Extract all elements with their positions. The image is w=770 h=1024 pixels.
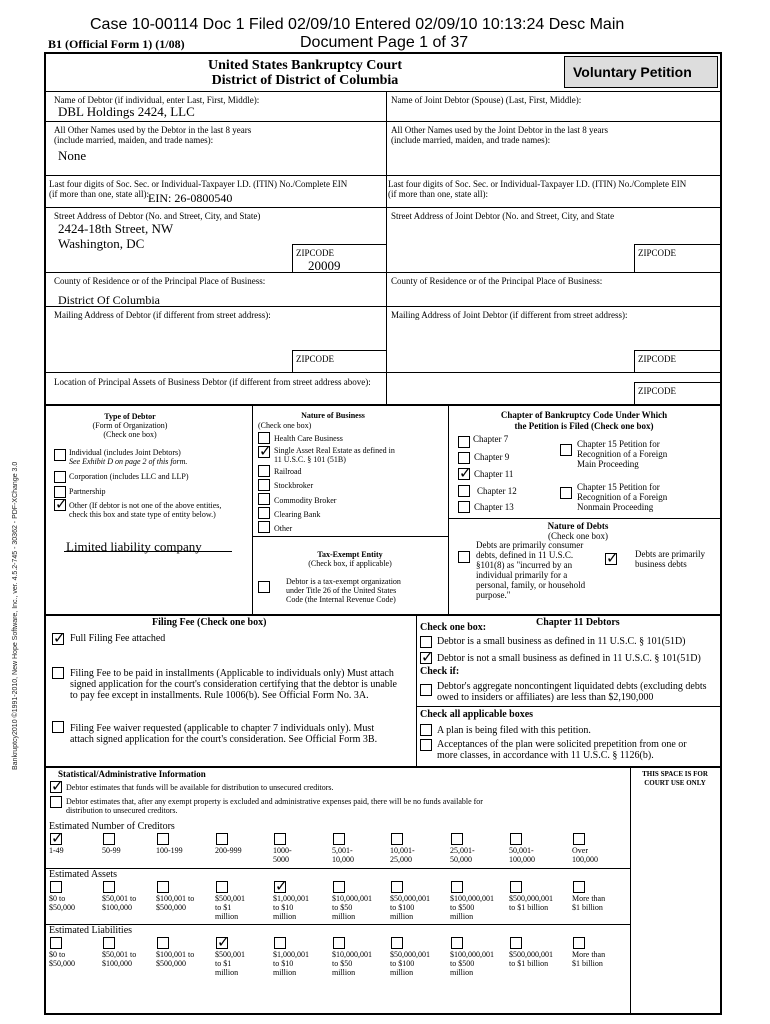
commodity-checkbox[interactable] [258,493,270,505]
creditors-checkbox-9[interactable] [573,833,585,845]
creditors-label-7: 25,001- 50,000 [450,846,475,864]
street-label: Street Address of Debtor (No. and Street, City, and State) [54,211,261,221]
creditors-label-0: 1-49 [49,846,64,855]
divider [46,766,720,768]
assets-label: Estimated Assets [49,869,118,880]
corporation-label: Corporation (includes LLC and LLP) [69,472,189,481]
nature-of-business-header: Nature of Business [301,411,365,420]
small-business-label: Debtor is a small business as defined in 11 U.S.C. § 101(51D) [437,636,686,647]
assets-checkbox-0[interactable] [50,881,62,893]
other-entity-label: Other (If debtor is not one of the above entities, check this box and state type of entity below.) [69,501,222,519]
creditors-checkbox-2[interactable] [157,833,169,845]
ch11-debtors-header: Chapter 11 Debtors [536,617,620,628]
liabilities-label-7: $100,000,001 to $500 million [450,950,494,977]
county-label: County of Residence or of the Principal Place of Business: [54,276,266,286]
creditors-checkbox-7[interactable] [451,833,463,845]
other-entity-value[interactable]: Limited liability company [66,539,202,554]
petition-title: Voluntary Petition [573,64,692,80]
chapter-12-label: Chapter 12 [477,486,517,496]
liabilities-checkbox-0[interactable] [50,937,62,949]
creditors-label-9: Over 100,000 [572,846,598,864]
joint-mailing-label: Mailing Address of Joint Debtor (if different from street address): [391,310,628,320]
liabilities-checkbox-3[interactable] [216,937,228,949]
liabilities-label-9: More than $1 billion [572,950,606,968]
liabilities-label-0: $0 to $50,000 [49,950,75,968]
joint-street-label: Street Address of Joint Debtor (No. and Street, City, and State [391,211,615,221]
divider [252,406,253,614]
creditors-label-3: 200-999 [215,846,242,855]
liabilities-label-8: $500,000,001 to $1 billion [509,950,553,968]
county-value[interactable]: District Of Columbia [58,293,160,307]
creditors-label-8: 50,001- 100,000 [509,846,535,864]
case-line: Case 10-00114 Doc 1 Filed 02/09/10 Entered 02/09/10 10:13:24 Desc Main [90,16,625,33]
divider [448,406,449,614]
type-of-debtor-header: Type of Debtor (Form of Organization) (Check one box) [92,412,168,439]
location-label: Location of Principal Assets of Business Debtor (if different from street address above): [54,377,371,387]
installments-checkbox[interactable] [52,667,64,679]
nature-of-debts-sub: (Check one box) [548,531,608,541]
liabilities-checkbox-5[interactable] [333,937,345,949]
business-debts-label: Debts are primarily business debts [635,549,705,569]
liabilities-label-1: $50,001 to $100,000 [102,950,137,968]
divider [416,706,720,707]
tax-exempt-label: Debtor is a tax-exempt organization under Title 26 of the United States Code (the Internal Revenue Code) [286,577,401,604]
assets-checkbox-5[interactable] [333,881,345,893]
chapter-15-nonmain-checkbox[interactable] [560,487,572,499]
creditors-checkbox-3[interactable] [216,833,228,845]
acceptances-label: Acceptances of the plan were solicited prepetition from one or more classes, in accordance with 11 U.S.C. § 1126(b). [437,739,687,761]
creditors-checkbox-1[interactable] [103,833,115,845]
divider [630,768,631,1013]
installments-label: Filing Fee to be paid in installments (Applicable to individuals only) Must attach signed application for the court's consideration certifying that the debtor is unable to pay fee except in installments. Rule 1006(b). See Official Form No. 3A. [70,668,397,701]
assets-checkbox-4[interactable] [274,881,286,893]
aggregate-debts-label: Debtor's aggregate noncontingent liquidated debts (excluding debts owed to insiders or affiliates) are less than $2,190,000 [437,681,707,703]
assets-checkbox-1[interactable] [103,881,115,893]
chapter-7-checkbox[interactable] [458,436,470,448]
stockbroker-checkbox[interactable] [258,479,270,491]
no-funds-checkbox[interactable] [50,796,62,808]
liabilities-row [0,936,630,980]
corporation-checkbox[interactable] [54,471,66,483]
funds-available-label: Debtor estimates that funds will be available for distribution to unsecured creditors. [66,783,334,792]
joint-zip-label: ZIPCODE [638,248,676,258]
chapter-12-checkbox[interactable] [458,485,470,497]
nature-of-business-sub: (Check one box) [258,421,312,430]
divider [448,518,720,519]
not-small-business-checkbox[interactable] [420,652,432,664]
chapter-15-main-label: Chapter 15 Petition for Recognition of a Foreign Main Proceeding [577,439,668,469]
other-names-value[interactable]: None [58,148,87,163]
street-value[interactable]: 2424-18th Street, NW Washington, DC [58,221,174,251]
divider [252,536,448,537]
assets-label-6: $50,000,001 to $100 million [390,894,430,921]
creditors-label-6: 10,001- 25,000 [390,846,415,864]
single-asset-label: Single Asset Real Estate as defined in 11 U.S.C. § 101 (51B) [274,446,395,464]
plan-filed-label: A plan is being filed with this petition. [437,725,591,736]
divider [46,175,720,176]
divider [46,306,720,307]
other-entity-checkbox[interactable] [54,499,66,511]
zip-value[interactable]: 20009 [308,258,341,273]
joint-mailing-zip-label: ZIPCODE [638,354,676,364]
creditors-label-2: 100-199 [156,846,183,855]
liabilities-label: Estimated Liabilities [49,925,133,936]
small-business-checkbox[interactable] [420,636,432,648]
liabilities-checkbox-8[interactable] [510,937,522,949]
joint-ssn-label: Last four digits of Soc. Sec. or Individual-Taxpayer I.D. (ITIN) No./Complete EIN (if more than one, state all): [388,179,687,199]
location-zip-label: ZIPCODE [638,386,676,396]
check-one-box-label: Check one box: [420,622,487,633]
chapter-11-label: Chapter 11 [474,469,514,479]
clearing-bank-label: Clearing Bank [274,510,321,519]
chapter-15-nonmain-label: Chapter 15 Petition for Recognition of a Foreign Nonmain Proceeding [577,482,668,512]
aggregate-debts-checkbox[interactable] [420,684,432,696]
assets-label-5: $10,000,001 to $50 million [332,894,372,921]
debtor-name-value[interactable]: DBL Holdings 2424, LLC [58,104,195,119]
court-line-1: United States Bankruptcy Court [207,58,403,73]
divider [416,616,417,766]
side-watermark-text: Bankruptcy2010 ©1991-2010, New Hope Software, Inc., ver. 4.5.2-745 - 30362 - PDF-XChange 3.0 [12,461,19,770]
assets-checkbox-7[interactable] [451,881,463,893]
consumer-debts-label: Debts are primarily consumer debts, defined in 11 U.S.C. §101(8) as "incurred by an individual primarily for a personal, family, or household purpose." [476,540,586,600]
full-fee-checkbox[interactable] [52,633,64,645]
other-business-checkbox[interactable] [258,521,270,533]
railroad-label: Railroad [274,467,302,476]
assets-label-9: More than $1 billion [572,894,606,912]
funds-available-checkbox[interactable] [50,781,62,793]
joint-county-label: County of Residence or of the Principal Place of Business: [391,276,603,286]
filing-fee-header: Filing Fee (Check one box) [152,617,267,628]
liabilities-label-3: $500,001 to $1 million [215,950,245,977]
joint-debtor-name-label: Name of Joint Debtor (Spouse) (Last, First, Middle): [391,95,582,105]
chapter-13-checkbox[interactable] [458,501,470,513]
zip-label: ZIPCODE [296,248,334,258]
assets-checkbox-6[interactable] [391,881,403,893]
assets-label-4: $1,000,001 to $10 million [273,894,309,921]
other-business-label: Other [274,524,293,533]
nature-of-debts-header: Nature of Debts [547,521,609,531]
assets-checkbox-3[interactable] [216,881,228,893]
liabilities-checkbox-6[interactable] [391,937,403,949]
individual-checkbox[interactable] [54,449,66,461]
ssn-label: Last four digits of Soc. Sec. or Individual-Taxpayer I.D. (ITIN) No./Complete EIN (if more than one, state all): [49,179,348,199]
divider [46,924,630,925]
check-all-label: Check all applicable boxes [420,709,534,720]
chapter-13-label: Chapter 13 [474,502,514,512]
chapter-11-checkbox[interactable] [458,468,470,480]
chapter-15-main-checkbox[interactable] [560,444,572,456]
chapter-subheader: the Petition is Filed (Check one box) [514,421,654,431]
commodity-label: Commodity Broker [274,496,337,505]
divider [46,868,630,869]
creditors-row [0,832,630,868]
liabilities-checkbox-9[interactable] [573,937,585,949]
plan-filed-checkbox[interactable] [420,724,432,736]
creditors-checkbox-4[interactable] [274,833,286,845]
divider [46,614,720,616]
chapter-header: Chapter of Bankruptcy Code Under Which [500,410,668,420]
not-small-business-label: Debtor is not a small business as defined in 11 U.S.C. § 101(51D) [437,653,701,664]
assets-checkbox-8[interactable] [510,881,522,893]
mailing-zip-label: ZIPCODE [296,354,334,364]
assets-label-8: $500,000,001 to $1 billion [509,894,553,912]
tax-exempt-checkbox[interactable] [258,581,270,593]
liabilities-label-6: $50,000,001 to $100 million [390,950,430,977]
creditors-label-5: 5,001- 10,000 [332,846,354,864]
liabilities-checkbox-7[interactable] [451,937,463,949]
clearing-bank-checkbox[interactable] [258,507,270,519]
divider [46,121,720,122]
creditors-checkbox-5[interactable] [333,833,345,845]
railroad-checkbox[interactable] [258,465,270,477]
assets-label-7: $100,000,001 to $500 million [450,894,494,921]
other-entity-underline [64,551,232,552]
acceptances-checkbox[interactable] [420,739,432,751]
assets-checkbox-9[interactable] [573,881,585,893]
debtor-name-label: Name of Debtor (if individual, enter Last, First, Middle): [54,95,260,105]
divider [46,272,720,273]
creditors-label-1: 50-99 [102,846,121,855]
assets-label-1: $50,001 to $100,000 [102,894,137,912]
statistical-header: Statistical/Administrative Information [58,769,206,779]
court-title [50,58,560,88]
assets-label-3: $500,001 to $1 million [215,894,245,921]
creditors-label: Estimated Number of Creditors [49,821,175,832]
creditors-checkbox-8[interactable] [510,833,522,845]
liabilities-label-5: $10,000,001 to $50 million [332,950,372,977]
divider [46,91,720,92]
health-care-label: Health Care Business [274,434,343,443]
court-use-label: THIS SPACE IS FOR COURT USE ONLY [642,770,708,787]
creditors-checkbox-0[interactable] [50,833,62,845]
mailing-label: Mailing Address of Debtor (if different from street address): [54,310,271,320]
other-names-label: All Other Names used by the Debtor in the last 8 years (include married, maiden, and trade names): [54,125,252,145]
stockbroker-label: Stockbroker [274,481,314,490]
individual-label: Individual (includes Joint Debtors) See Exhibit D on page 2 of this form. [69,448,188,466]
court-line-2: District of District of Columbia [211,73,399,88]
creditors-checkbox-6[interactable] [391,833,403,845]
form-id: B1 (Official Form 1) (1/08) [48,37,185,51]
tax-exempt-header: Tax-Exempt Entity (Check box, if applicable) [308,550,392,568]
divider [46,207,720,208]
full-fee-label: Full Filing Fee attached [70,633,166,644]
check-if-label: Check if: [420,666,460,677]
ssn-value[interactable]: EIN: 26-0800540 [148,191,233,205]
joint-other-names-label: All Other Names used by the Joint Debtor in the last 8 years (include married, maiden, and trade names): [391,125,608,145]
divider [386,91,387,404]
assets-row [0,880,630,924]
liabilities-label-2: $100,001 to $500,000 [156,950,195,968]
divider [46,372,720,373]
doc-line: Document Page 1 of 37 [300,34,469,51]
chapter-9-checkbox[interactable] [458,452,470,464]
fee-waiver-checkbox[interactable] [52,721,64,733]
assets-label-0: $0 to $50,000 [49,894,75,912]
chapter-7-label: Chapter 7 [473,434,509,444]
liabilities-checkbox-2[interactable] [157,937,169,949]
chapter-9-label: Chapter 9 [474,452,510,462]
partnership-label: Partnership [69,487,106,496]
no-funds-label: Debtor estimates that, after any exempt property is excluded and administrative expenses paid, there will be no funds available for distribution to unsecured creditors. [66,797,483,815]
consumer-debts-checkbox[interactable] [458,551,470,563]
assets-label-2: $100,001 to $500,000 [156,894,195,912]
liabilities-checkbox-4[interactable] [274,937,286,949]
creditors-label-4: 1000- 5000 [273,846,292,864]
fee-waiver-label: Filing Fee waiver requested (applicable to chapter 7 individuals only). Must attach signed application for the court's consideration. See Official Form 3B. [70,723,378,745]
divider [46,404,720,406]
single-asset-checkbox[interactable] [258,446,270,458]
liabilities-label-4: $1,000,001 to $10 million [273,950,309,977]
assets-checkbox-2[interactable] [157,881,169,893]
business-debts-checkbox[interactable] [605,553,617,565]
liabilities-checkbox-1[interactable] [103,937,115,949]
